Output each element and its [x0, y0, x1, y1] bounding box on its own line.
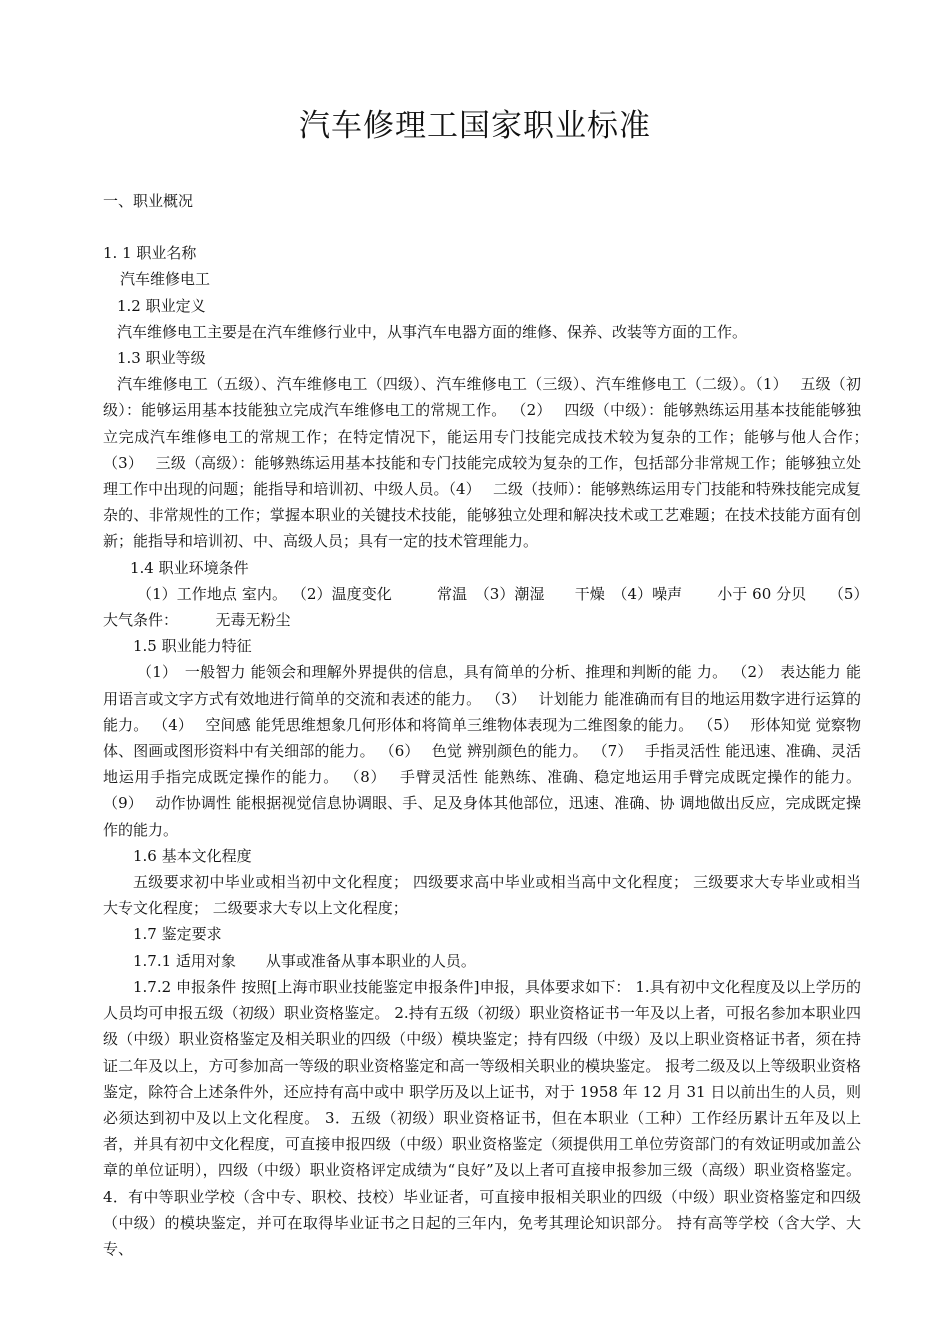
s1-7-1-text: 1.7.1 适用对象 从事或准备从事本职业的人员。	[133, 951, 476, 970]
s1-6-text: 五级要求初中毕业或相当初中文化程度； 四级要求高中毕业或相当高中文化程度； 三级要求大专毕业或相当大专文化程度； 二级要求大专以上文化程度；	[103, 873, 861, 918]
s1-5-heading: 1.5 职业能力特征	[133, 637, 252, 656]
s1-2-text: 汽车维修电工主要是在汽车维修行业中，从事汽车电器方面的维修、保养、改装等方面的工作。	[117, 322, 748, 341]
document-body	[103, 188, 877, 1262]
section-heading: 一、职业概况	[103, 192, 194, 210]
s1-3-text: 汽车维修电工（五级）、汽车维修电工（四级）、汽车维修电工（三级）、汽车维修电工（二级）。（1） 五级（初级）：能够运用基本技能独立完成汽车维修电工的常规工作。 （2） 四级（中级）：能够熟练运用基本技能能够独立完成汽车维修电工的常规工作；在特定情况下，能运用专门技能完成技术较为复杂的工作；能够与他人合作； （3） 三级（高级）：能够熟练运用基本技能和专门技能完成较为复杂的工作，包括部分非常规工作；能够独立处理工作中出现的问题；能指导和培训初、中级人员。（4） 二级（技师）：能够熟练运用专门技能和特殊技能完成复杂的、非常规性的工作；掌握本职业的关键技术技能，能够独立处理和解决技术或工艺难题；在技术技能方面有创新；能指导和培训初、中、高级人员；具有一定的技术管理能力。	[103, 375, 877, 551]
s1-7-2-text: 1.7.2 申报条件 按照[上海市职业技能鉴定申报条件]申报，具体要求如下： 1.具有初中文化程度及以上学历的人员均可申报五级（初级）职业资格鉴定。 2.持有五级（初级）职业资格证书一年及以上者，可报名参加本职业四级（中级）职业资格鉴定及相关职业的四级（中级）模块鉴定；持有四级（中级）及以上职业资格证书者，须在持证二年及以上，方可参加高一等级的职业资格鉴定和高一等级相关职业的模块鉴定。 报考二级及以上等级职业资格鉴定，除符合上述条件外，还应持有高中或中 职学历及以上证书，对于 1958 年 12 月 31 日以前出生的人员，则必须达到初中及以上文化程度。 3．五级（初级）职业资格证书，但在本职业（工种）工作经历累计五年及以上者，并具有初中文化程度，可直接申报四级（中级）职业资格鉴定（须提供用工单位劳资部门的有效证明或加盖公章的单位证明），四级（中级）职业资格评定成绩为“良好”及以上者可直接申报参加三级（高级）职业资格鉴定。 4．有中等职业学校（含中专、职校、技校）毕业证者，可直接申报相关职业的四级（中级）职业资格鉴定和四级（中级）的模块鉴定，并可在取得毕业证书之日起的三年内，免考其理论知识部分。 持有高等学校（含大学、大专、	[103, 977, 861, 1258]
s1-5-text: （1） 一般智力 能领会和理解外界提供的信息，具有简单的分析、推理和判断的能 力。 （2） 表达能力 能用语言或文字方式有效地进行简单的交流和表述的能力。 （3） 计划能力 能准确而有目的地运用数字进行运算的能力。 （4） 空间感 能凭思维想象几何形体和将简单三维物体表现为二维图象的能力。 （5） 形体知觉 觉察物体、图画或图形资料中有关细部的能力。 （6） 色觉 辨别颜色的能力。 （7） 手指灵活性 能迅速、准确、灵活地运用手指完成既定操作的能力。 （8） 手臂灵活性 能熟练、准确、稳定地运用手臂完成既定操作的能力。 （9） 动作协调性 能根据视觉信息协调眼、手、足及身体其他部位，迅速、准确、协 调地做出反应，完成既定操作的能力。	[103, 663, 861, 839]
s1-1-heading: 1. 1 职业名称	[103, 244, 197, 263]
s1-6-heading: 1.6 基本文化程度	[133, 846, 252, 865]
s1-2-heading: 1.2 职业定义	[117, 296, 206, 315]
s1-3-heading: 1.3 职业等级	[117, 349, 206, 368]
s1-7-heading: 1.7 鉴定要求	[133, 925, 222, 944]
document-title: 汽车修理工国家职业标准	[299, 108, 651, 144]
s1-4-heading: 1.4 职业环境条件	[130, 558, 249, 577]
paragraph-gap	[103, 214, 861, 240]
s1-4-text: （1）工作地点 室内。 （2）温度变化 常温 （3）潮湿 干燥 （4）噪声 小于 60 分贝 （5）大气条件： 无毒无粉尘	[103, 584, 861, 630]
s1-1-text: 汽车维修电工	[120, 270, 211, 289]
